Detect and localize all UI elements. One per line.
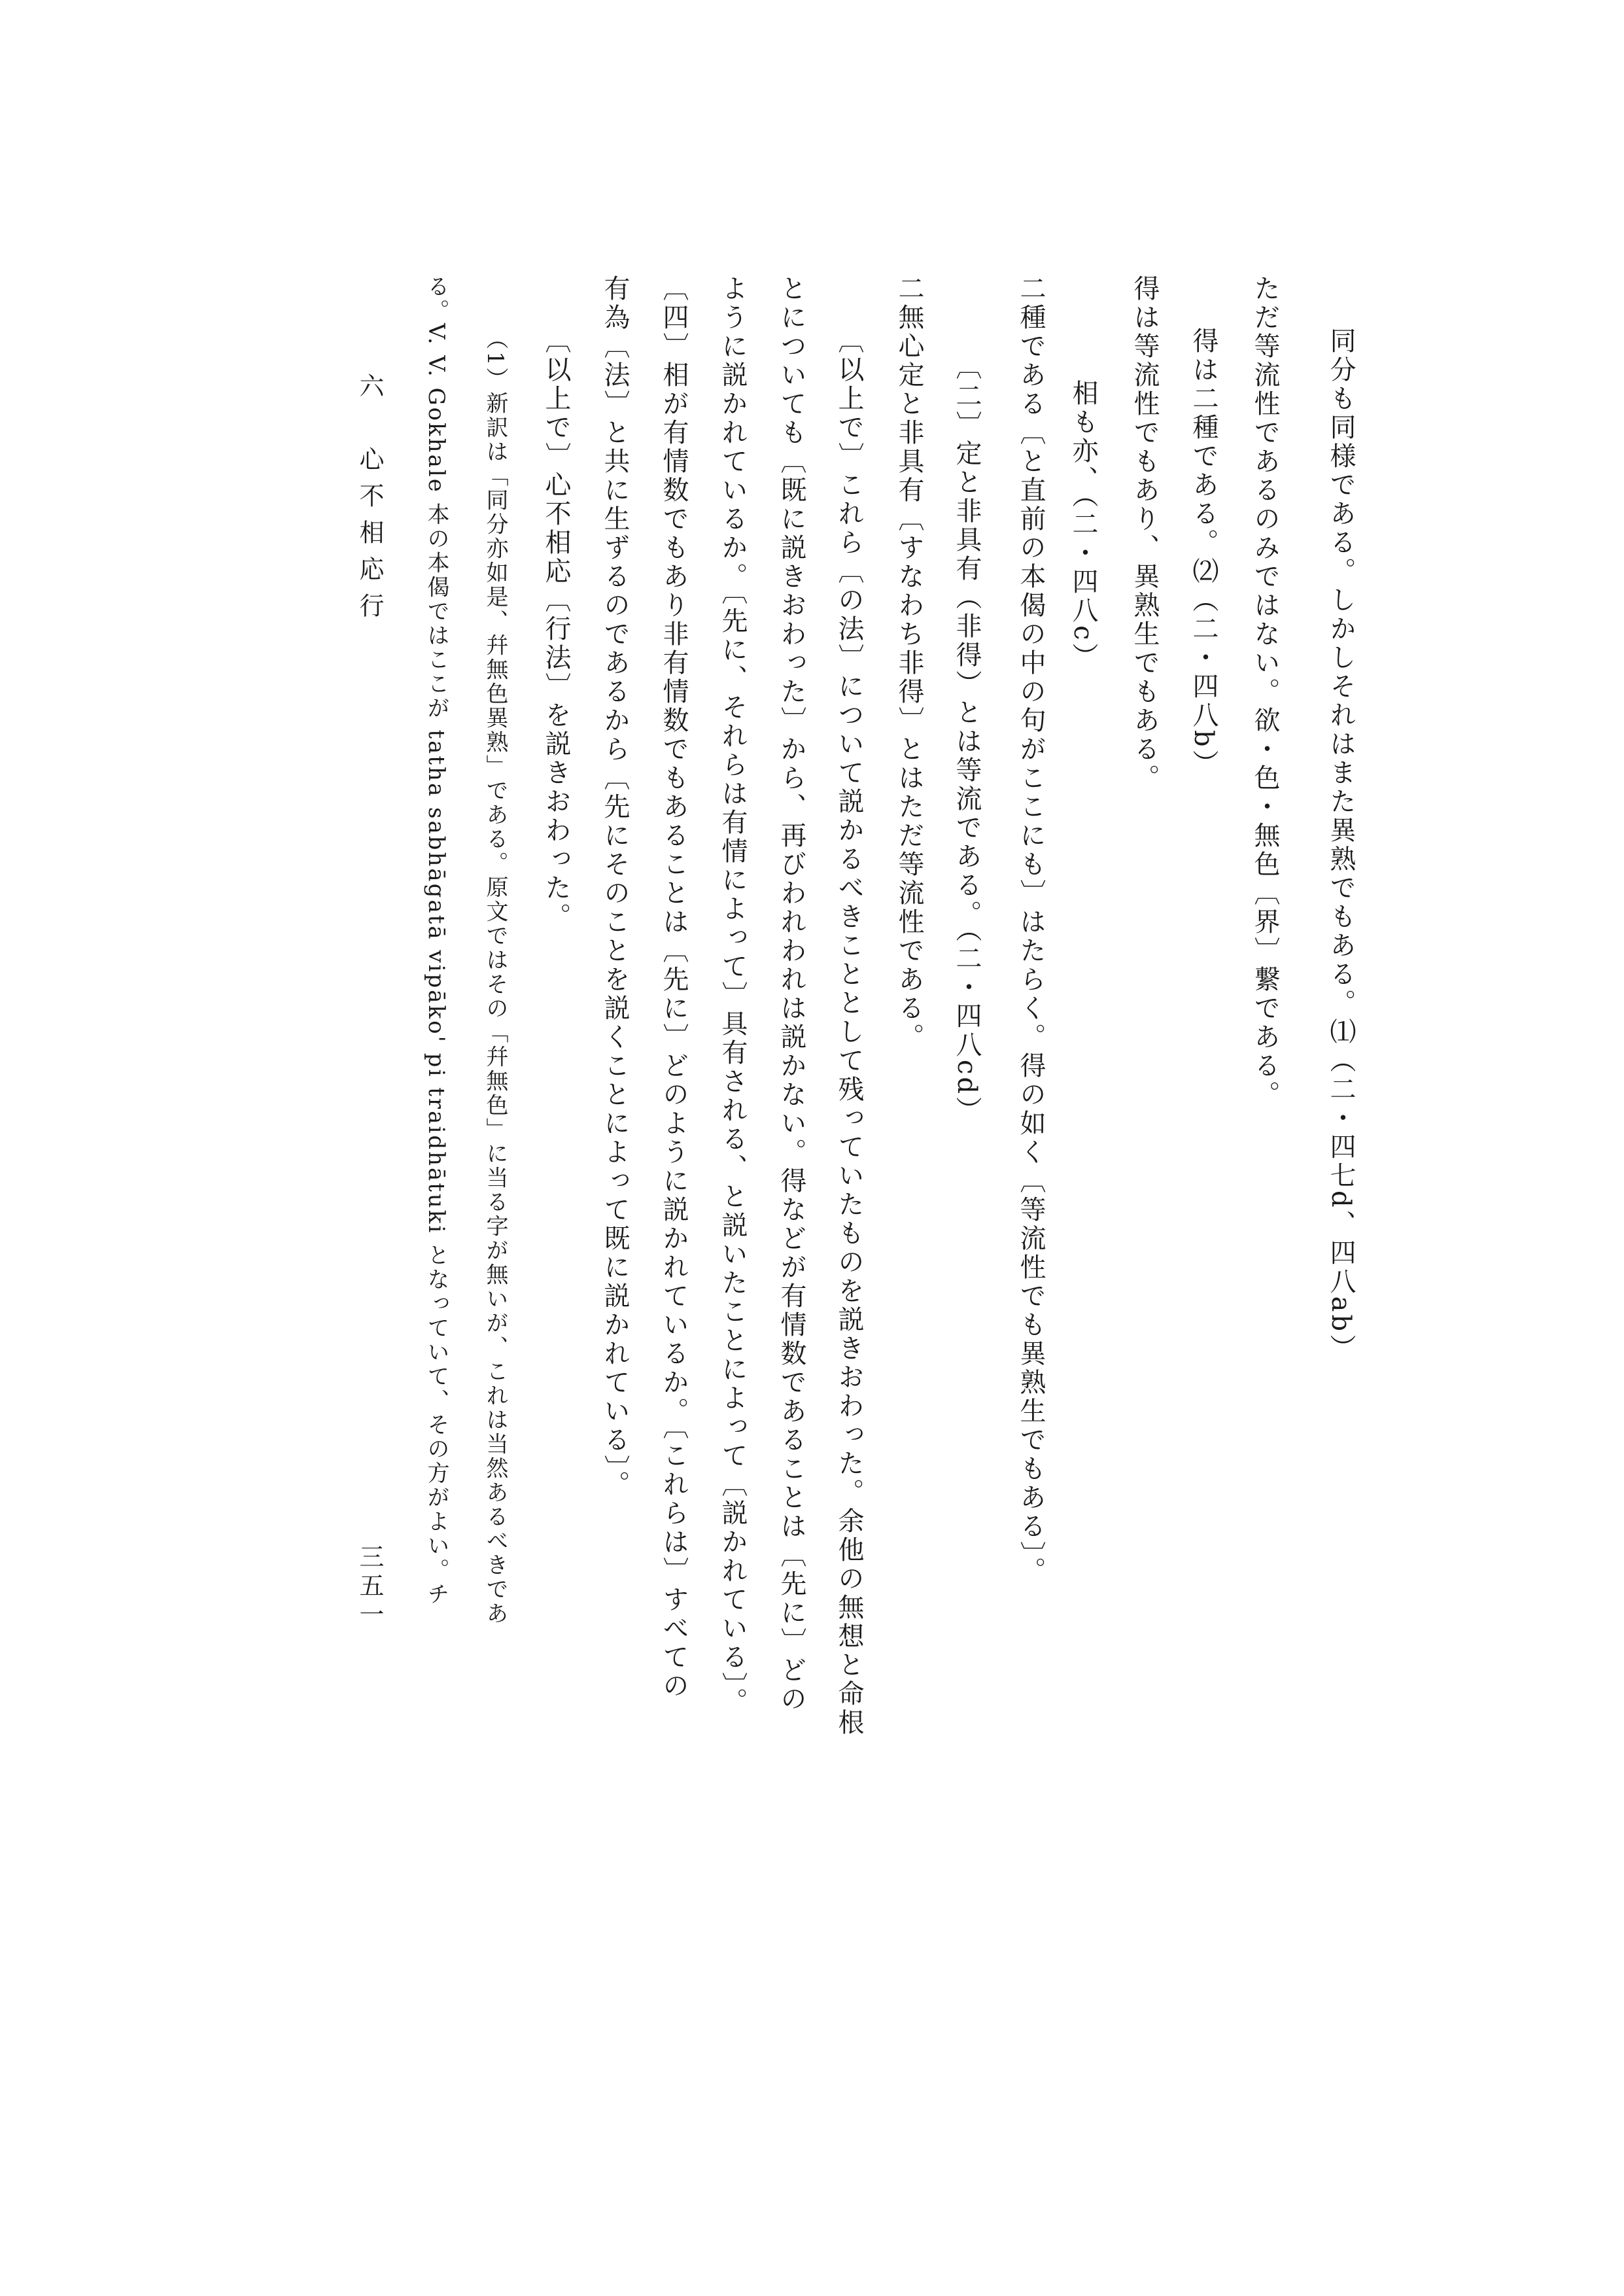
body-line-4: 得は等流性でもあり、異熟生でもある。	[1130, 275, 1160, 793]
body-line-10: とについても〔既に説きおわった〕から、再びわれわれは説かない。得などが有情数であることは〔先に〕どの	[776, 275, 806, 1714]
body-line-9: 〔以上で〕これら〔の法〕について説かるべきこととして残っていたものを説きおわった。余他の無想と命根	[834, 327, 864, 1737]
body-line-13: 有為〔法〕と共に生ずるのであるから〔先にそのことを説くことによって既に説かれている〕。	[600, 275, 630, 1499]
body-line-7: 〔二〕定と非具有（非得）とは等流である。（二・四八cd）	[952, 353, 982, 1126]
body-line-1: 同分も同様である。しかしそれはまた異熟でもある。⑴（二・四七d、四八ab）	[1326, 327, 1356, 1363]
body-line-11: ように説かれているか。〔先に、それらは有情によって〕具有される、と説いたことによって〔説かれている〕。	[717, 275, 748, 1716]
body-line-6: 二種である〔と直前の本偈の中の句がここにも〕はたらく。得の如く〔等流性でも異熟生でもある〕。	[1016, 275, 1046, 1586]
body-line-12: 〔四〕相が有情数でもあり非有情数でもあることは〔先に〕どのように説かれているか。〔これらは〕すべての	[659, 275, 689, 1701]
page-number: 三五一	[355, 1544, 384, 1630]
body-line-8: 二無心定と非具有〔すなわち非得〕とはただ等流性である。	[894, 275, 924, 1052]
body-line-14: 〔以上で〕心不相応〔行法〕を説きおわった。	[541, 327, 571, 931]
footnote-line-1: （1）新訳は「同分亦如是、幷無色異熟」である。原文ではその「幷無色」に当る字が無いが、これは当然あるべきであ	[482, 327, 508, 1626]
running-header: 六 心不相応行	[355, 373, 384, 629]
body-line-5: 相も亦、（二・四八c）	[1068, 379, 1098, 672]
body-line-3: 得は二種である。⑵（二・四八b）	[1188, 327, 1218, 778]
body-line-2: ただ等流性であるのみではない。欲・色・無色〔界〕繋である。	[1250, 275, 1280, 1109]
footnote-line-2: る。V. V. Gokhale 本の本偈ではここが tatha sabhāgatā vipāko' pi traidhātuki となっていて、その方がよい。チ	[423, 275, 449, 1607]
